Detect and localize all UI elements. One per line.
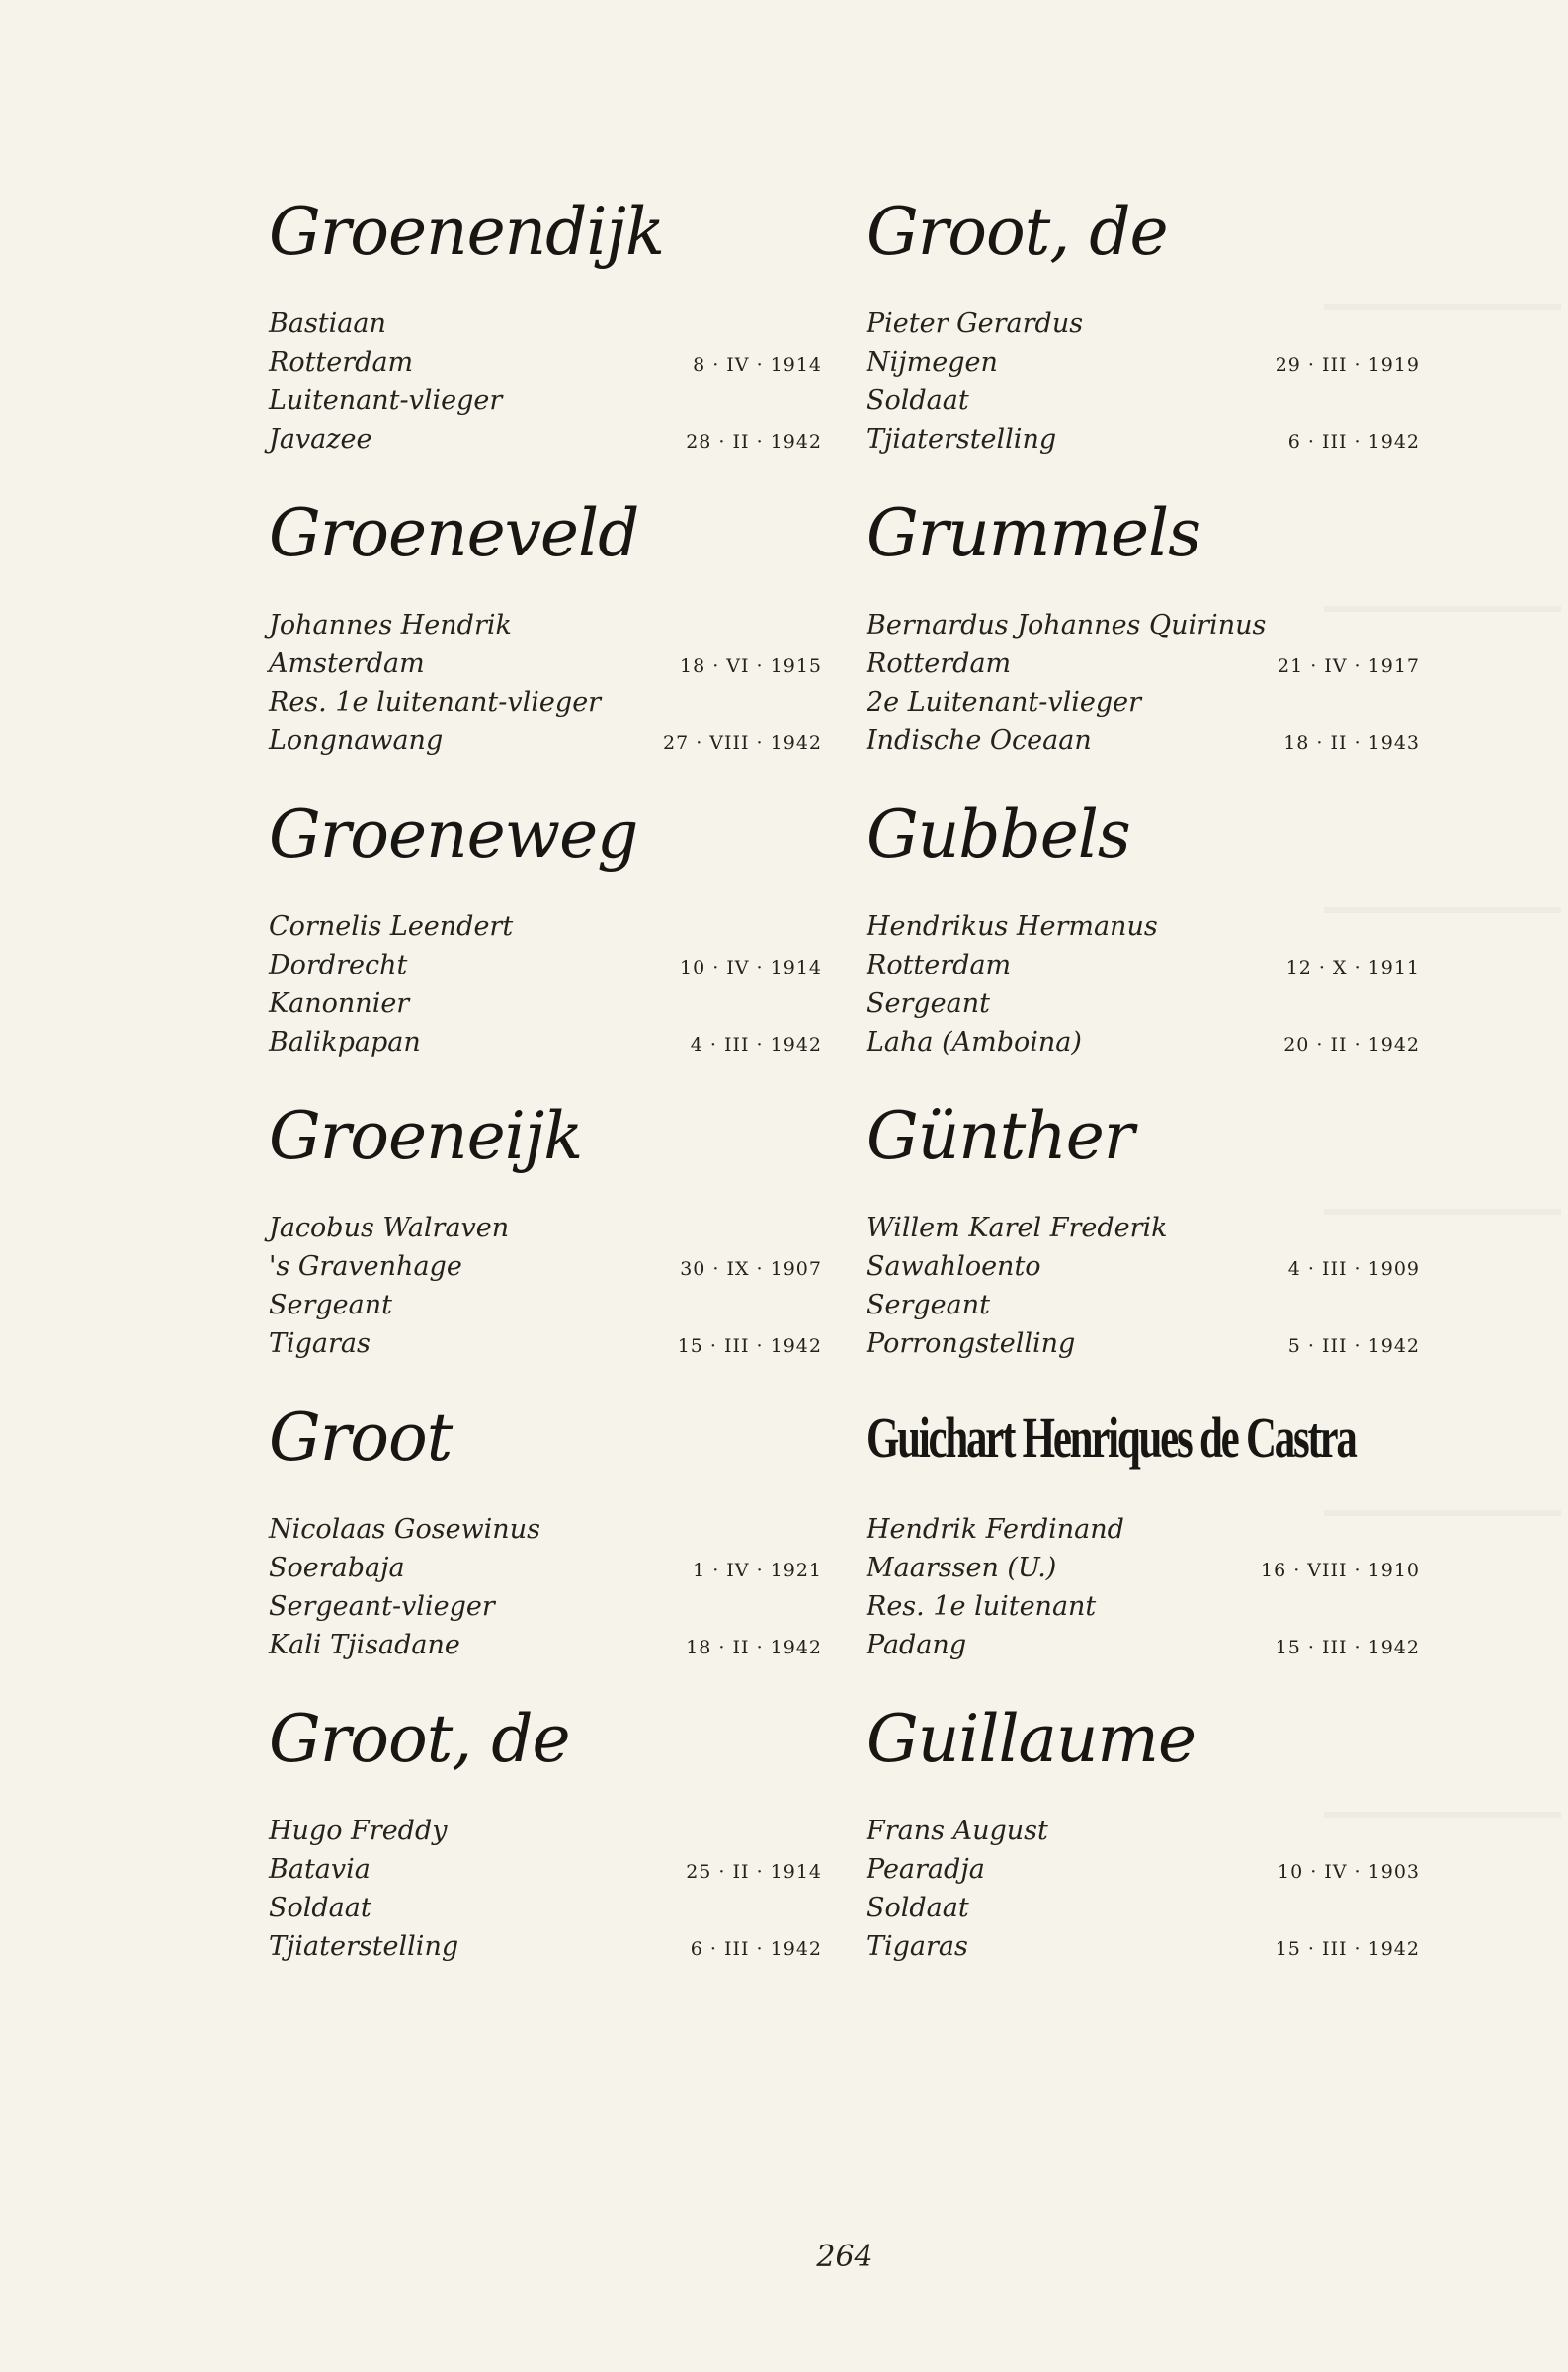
place-of-death: Indische Oceaan: [867, 725, 1092, 756]
entry-row: [867, 644, 1420, 683]
entry-row: [867, 343, 1420, 381]
place-of-death: Tigaras: [867, 1931, 968, 1962]
birth-date: 30 · IX · 1907: [680, 1258, 822, 1280]
entry-row: [867, 304, 1420, 343]
rank: Res. 1e luitenant: [867, 1591, 1097, 1622]
entry-row: [269, 1549, 822, 1587]
given-names: Pieter Gerardus: [867, 308, 1084, 339]
birth-date: 16 · VIII · 1910: [1260, 1560, 1420, 1581]
name-entry: [269, 188, 822, 489]
surname: Groot, de: [867, 194, 1168, 270]
death-date: 15 · III · 1942: [1275, 1938, 1420, 1960]
surname: Groeneveld: [269, 495, 639, 571]
death-date: 20 · II · 1942: [1283, 1034, 1420, 1056]
birthplace: Amsterdam: [269, 648, 425, 679]
name-entry: [269, 1695, 822, 1996]
given-names: Frans August: [867, 1816, 1048, 1846]
birthplace: Maarssen (U.): [867, 1553, 1057, 1583]
surname: Guichart Henriques de Castra: [867, 1405, 1356, 1470]
entry-row: [269, 1023, 822, 1061]
entry-row: [269, 381, 822, 420]
death-date: 6 · III · 1942: [1287, 431, 1420, 453]
entry-row: [867, 1549, 1420, 1587]
entry-row: [867, 1850, 1420, 1889]
birth-date: 21 · IV · 1917: [1278, 655, 1420, 677]
entry-row: [269, 644, 822, 683]
given-names: Hendrikus Hermanus: [867, 911, 1158, 942]
name-entry: [867, 188, 1420, 489]
name-entry: [867, 1092, 1420, 1394]
rank: Sergeant: [867, 1290, 990, 1320]
birthplace: Batavia: [269, 1854, 371, 1885]
place-of-death: Kali Tjisadane: [269, 1630, 460, 1660]
entry-row: [867, 1023, 1420, 1061]
page-number: 264: [816, 2240, 873, 2274]
death-date: 18 · II · 1942: [686, 1637, 822, 1658]
death-date: 15 · III · 1942: [677, 1335, 822, 1357]
entry-row: [269, 946, 822, 984]
name-entry: [867, 791, 1420, 1092]
birth-date: 8 · IV · 1914: [693, 354, 822, 376]
entry-row: [867, 381, 1420, 420]
entry-row: [867, 606, 1420, 644]
entry-row: [867, 420, 1420, 459]
birth-date: 18 · VI · 1915: [680, 655, 822, 677]
birthplace: Pearadja: [867, 1854, 985, 1885]
entry-row: [269, 721, 822, 760]
entry-row: [867, 1209, 1420, 1247]
place-of-death: Longnawang: [269, 725, 444, 756]
entry-row: [269, 1324, 822, 1363]
rank: 2e Luitenant-vlieger: [867, 687, 1142, 718]
entry-row: [269, 1927, 822, 1966]
death-date: 18 · II · 1943: [1283, 732, 1420, 754]
entry-row: [269, 1812, 822, 1850]
name-entry: [269, 791, 822, 1092]
death-date: 28 · II · 1942: [686, 431, 822, 453]
entry-row: [269, 1626, 822, 1664]
given-names: Bastiaan: [269, 308, 386, 339]
rank: Luitenant-vlieger: [269, 385, 503, 416]
left-column: [269, 188, 822, 1996]
given-names: Bernardus Johannes Quirinus: [867, 610, 1267, 640]
entry-row: [269, 1247, 822, 1286]
surname: Groot, de: [269, 1701, 570, 1777]
rank: Soldaat: [867, 385, 969, 416]
entry-row: [867, 1247, 1420, 1286]
birthplace: Dordrecht: [269, 950, 408, 980]
given-names: Willem Karel Frederik: [867, 1213, 1168, 1243]
entry-row: [269, 1510, 822, 1549]
entry-row: [867, 984, 1420, 1023]
surname: Groenendijk: [269, 194, 664, 270]
entry-row: [867, 1927, 1420, 1966]
given-names: Johannes Hendrik: [269, 610, 512, 640]
surname: Groeneweg: [269, 797, 638, 873]
birthplace: Sawahloento: [867, 1251, 1041, 1282]
place-of-death: Tigaras: [269, 1328, 371, 1359]
entry-row: [269, 1850, 822, 1889]
entry-row: [269, 1587, 822, 1626]
birth-date: 4 · III · 1909: [1287, 1258, 1420, 1280]
entry-row: [269, 683, 822, 721]
entry-row: [269, 343, 822, 381]
surname: Günther: [867, 1098, 1134, 1174]
birthplace: Soerabaja: [269, 1553, 405, 1583]
given-names: Jacobus Walraven: [269, 1213, 510, 1243]
birthplace: Rotterdam: [867, 648, 1012, 679]
name-entry: [867, 489, 1420, 791]
rank: Res. 1e luitenant-vlieger: [269, 687, 602, 718]
place-of-death: Balikpapan: [269, 1027, 421, 1058]
surname: Guillaume: [867, 1701, 1197, 1777]
name-entry: [269, 489, 822, 791]
name-entry: [867, 1695, 1420, 1996]
entry-row: [867, 721, 1420, 760]
right-column: [867, 188, 1420, 1996]
birthplace: Nijmegen: [867, 347, 998, 378]
rank: Sergeant: [269, 1290, 392, 1320]
birth-date: 12 · X · 1911: [1285, 957, 1420, 978]
birth-date: 1 · IV · 1921: [693, 1560, 822, 1581]
surname: Grummels: [867, 495, 1200, 571]
entry-row: [867, 946, 1420, 984]
place-of-death: Tjiaterstelling: [867, 424, 1057, 455]
entry-row: [867, 1812, 1420, 1850]
entry-row: [269, 420, 822, 459]
given-names: Nicolaas Gosewinus: [269, 1514, 540, 1545]
entry-row: [867, 1324, 1420, 1363]
entry-row: [269, 1209, 822, 1247]
birthplace: Rotterdam: [269, 347, 414, 378]
death-date: 5 · III · 1942: [1287, 1335, 1420, 1357]
entry-row: [269, 1286, 822, 1324]
name-entry: [269, 1092, 822, 1394]
surname: Groot: [269, 1399, 453, 1476]
entry-row: [269, 1889, 822, 1927]
given-names: Hugo Freddy: [269, 1816, 448, 1846]
entry-row: [867, 1889, 1420, 1927]
rank: Soldaat: [269, 1893, 371, 1923]
surname: Groeneijk: [269, 1098, 583, 1174]
entry-row: [867, 683, 1420, 721]
entry-row: [269, 304, 822, 343]
entry-row: [867, 1510, 1420, 1549]
death-date: 6 · III · 1942: [690, 1938, 822, 1960]
surname: Gubbels: [867, 797, 1130, 873]
rank: Sergeant: [867, 988, 990, 1019]
rank: Soldaat: [867, 1893, 969, 1923]
entry-row: [867, 1286, 1420, 1324]
rank: Sergeant-vlieger: [269, 1591, 495, 1622]
given-names: Cornelis Leendert: [269, 911, 514, 942]
birthplace: 's Gravenhage: [269, 1251, 462, 1282]
rank: Kanonnier: [269, 988, 410, 1019]
place-of-death: Padang: [867, 1630, 967, 1660]
death-date: 27 · VIII · 1942: [662, 732, 822, 754]
given-names: Hendrik Ferdinand: [867, 1514, 1124, 1545]
entry-row: [269, 606, 822, 644]
entry-row: [269, 984, 822, 1023]
birth-date: 10 · IV · 1914: [680, 957, 822, 978]
entry-row: [867, 1587, 1420, 1626]
death-date: 4 · III · 1942: [690, 1034, 822, 1056]
birth-date: 29 · III · 1919: [1275, 354, 1420, 376]
entry-row: [269, 907, 822, 946]
birth-date: 25 · II · 1914: [686, 1861, 822, 1883]
name-entry: [867, 1394, 1420, 1695]
birth-date: 10 · IV · 1903: [1278, 1861, 1420, 1883]
entry-row: [867, 1626, 1420, 1664]
place-of-death: Tjiaterstelling: [269, 1931, 459, 1962]
entry-row: [867, 907, 1420, 946]
place-of-death: Porrongstelling: [867, 1328, 1076, 1359]
death-date: 15 · III · 1942: [1275, 1637, 1420, 1658]
name-entry: [269, 1394, 822, 1695]
place-of-death: Javazee: [269, 424, 372, 455]
place-of-death: Laha (Amboina): [867, 1027, 1082, 1058]
birthplace: Rotterdam: [867, 950, 1012, 980]
